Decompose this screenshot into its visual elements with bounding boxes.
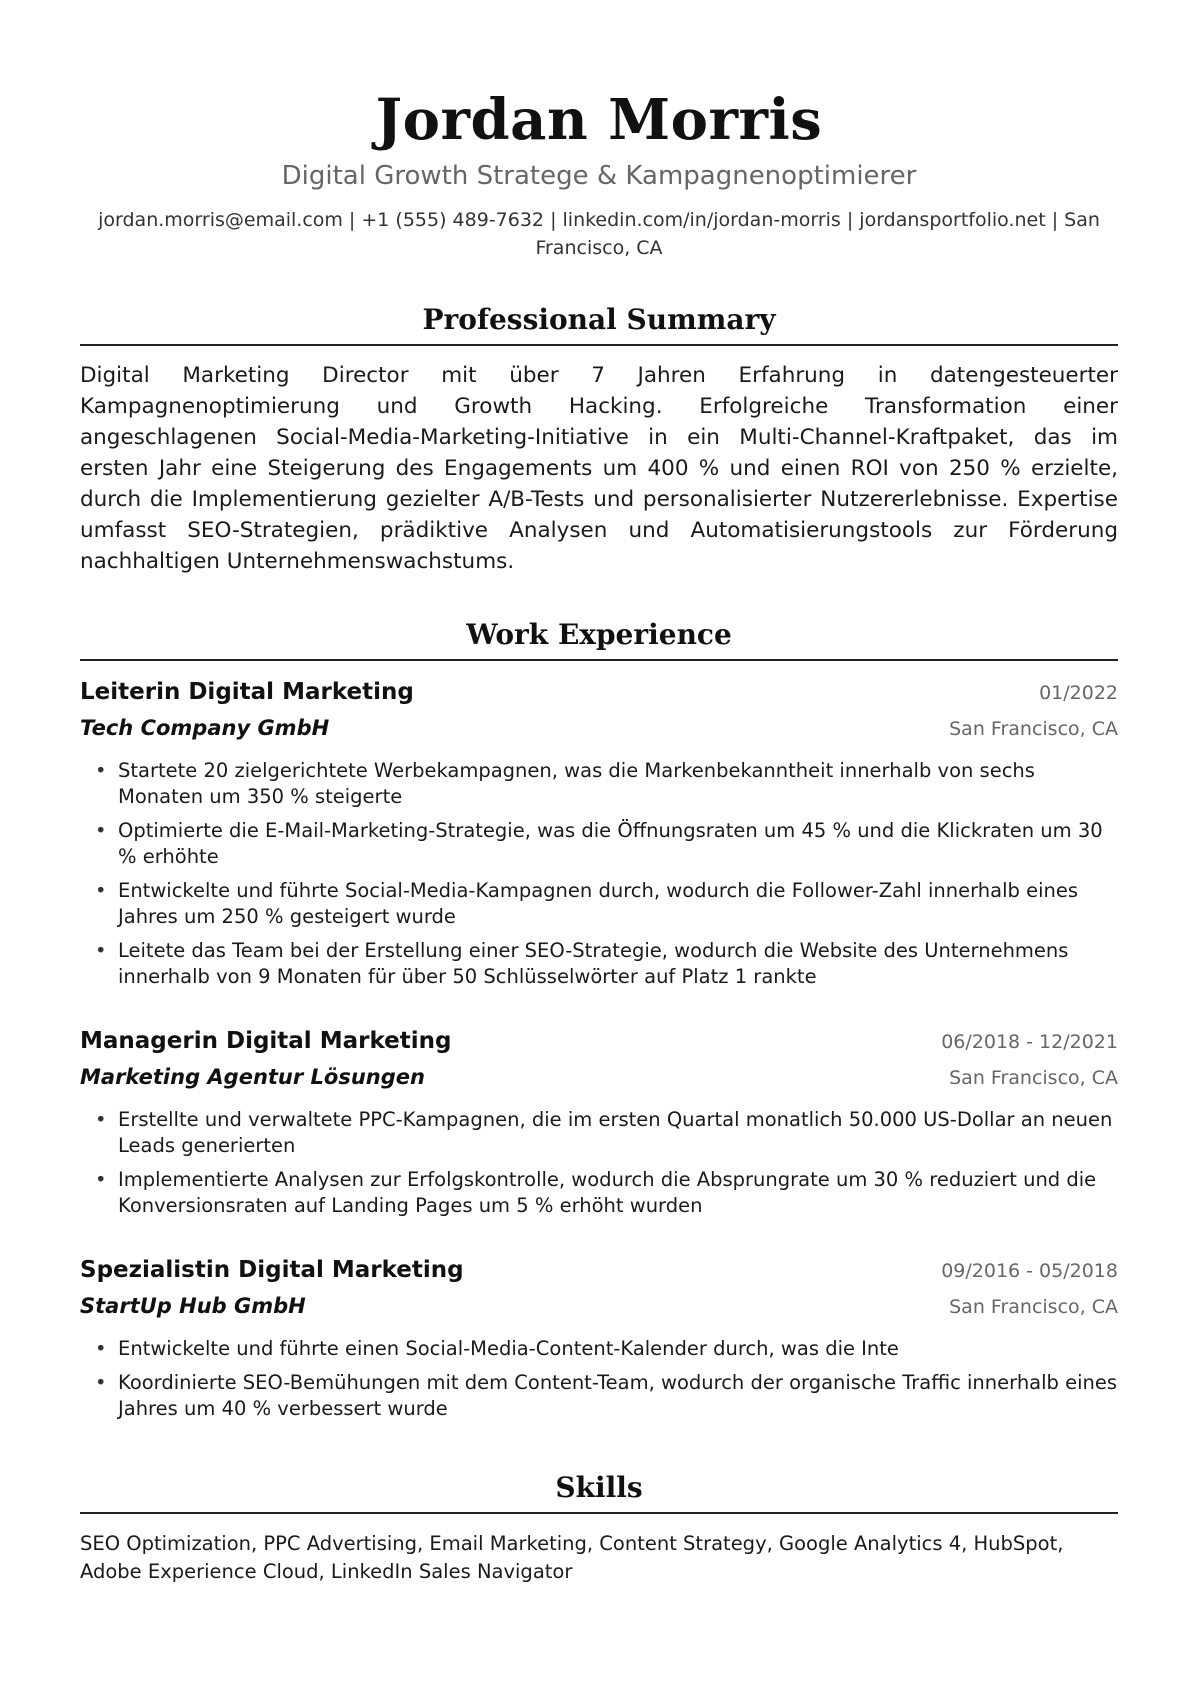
job-location: San Francisco, CA	[949, 1067, 1118, 1089]
job-location: San Francisco, CA	[949, 1296, 1118, 1318]
experience-heading: Work Experience	[80, 617, 1118, 661]
resume-header	[80, 88, 1118, 262]
bullet-item: • Entwickelte und führte Social-Media-Kampagnen durch, wodurch die Follower-Zahl innerhalb eines Jahres um 250 % gesteigert wurde	[80, 878, 1118, 930]
bullet-item: • Startete 20 zielgerichtete Werbekampagnen, was die Markenbekanntheit innerhalb von sechs Monaten um 350 % steigerte	[80, 758, 1118, 810]
summary-heading: Professional Summary	[80, 302, 1118, 346]
candidate-name: Jordan Morris	[375, 87, 823, 153]
contact-info: jordan.morris@email.com | +1 (555) 489-7632 | linkedin.com/in/jordan-morris | jordansportfolio.net | San Francisco, CA	[98, 209, 1100, 259]
bullet-item: • Entwickelte und führte einen Social-Media-Content-Kalender durch, was die Inte	[80, 1336, 1118, 1362]
bullet-item: • Implementierte Analysen zur Erfolgskontrolle, wodurch die Absprungrate um 30 % reduziert und die Konversionsraten auf Landing Pages um 5 % erhöht wurden	[80, 1167, 1118, 1219]
bullet-item: • Erstellte und verwaltete PPC-Kampagnen, die im ersten Quartal monatlich 50.000 US-Dollar an neuen Leads generierten	[80, 1107, 1118, 1159]
job-location: San Francisco, CA	[949, 718, 1118, 740]
company-name: Tech Company GmbH	[80, 716, 330, 740]
job-title: Spezialistin Digital Marketing	[80, 1257, 464, 1283]
job-bullets	[80, 758, 1118, 990]
job-entry	[80, 675, 1118, 990]
company-name: Marketing Agentur Lösungen	[80, 1065, 425, 1089]
experience-section	[80, 617, 1118, 1422]
summary-text: Digital Marketing Director mit über 7 Jahren Erfahrung in datengesteuerter Kampagnenoptimierung und Growth Hacking. Erfolgreiche Transformation einer angeschlagenen Social-Media-Marketing-Initiative in ein Multi-Channel-Kraftpaket, das im ersten Jahr eine Steigerung des Engagements um 400 % und einen ROI von 250 % erzielte, durch die Implementierung gezielter A/B-Tests und personalisierter Nutzererlebnisse. Expertise umfasst SEO-Strategien, prädiktive Analysen und Automatisierungstools zur Förderung nachhaltigen Unternehmenswachstums.	[80, 363, 1118, 574]
job-title: Managerin Digital Marketing	[80, 1028, 452, 1054]
job-entry	[80, 1253, 1118, 1422]
skills-text: SEO Optimization, PPC Advertising, Email Marketing, Content Strategy, Google Analytics 4, HubSpot, Adobe Experience Cloud, LinkedIn Sales Navigator	[80, 1532, 1064, 1583]
company-name: StartUp Hub GmbH	[80, 1294, 306, 1318]
job-bullets	[80, 1336, 1118, 1422]
candidate-title: Digital Growth Stratege & Kampagnenoptimierer	[281, 161, 917, 191]
skills-section	[80, 1470, 1118, 1586]
skills-heading: Skills	[80, 1470, 1118, 1514]
job-entry	[80, 1024, 1118, 1219]
bullet-item: • Optimierte die E-Mail-Marketing-Strategie, was die Öffnungsraten um 45 % und die Klickraten um 30 % erhöhte	[80, 818, 1118, 870]
summary-section	[80, 302, 1118, 577]
job-date: 09/2016 - 05/2018	[941, 1260, 1118, 1282]
job-title: Leiterin Digital Marketing	[80, 679, 414, 705]
bullet-item: • Leitete das Team bei der Erstellung einer SEO-Strategie, wodurch die Website des Unternehmens innerhalb von 9 Monaten für über 50 Schlüsselwörter auf Platz 1 rankte	[80, 938, 1118, 990]
resume-page	[80, 0, 1118, 1586]
bullet-item: • Koordinierte SEO-Bemühungen mit dem Content-Team, wodurch der organische Traffic innerhalb eines Jahres um 40 % verbessert wurde	[80, 1370, 1118, 1422]
job-bullets	[80, 1107, 1118, 1219]
job-date: 06/2018 - 12/2021	[941, 1031, 1118, 1053]
job-date: 01/2022	[1039, 682, 1118, 704]
